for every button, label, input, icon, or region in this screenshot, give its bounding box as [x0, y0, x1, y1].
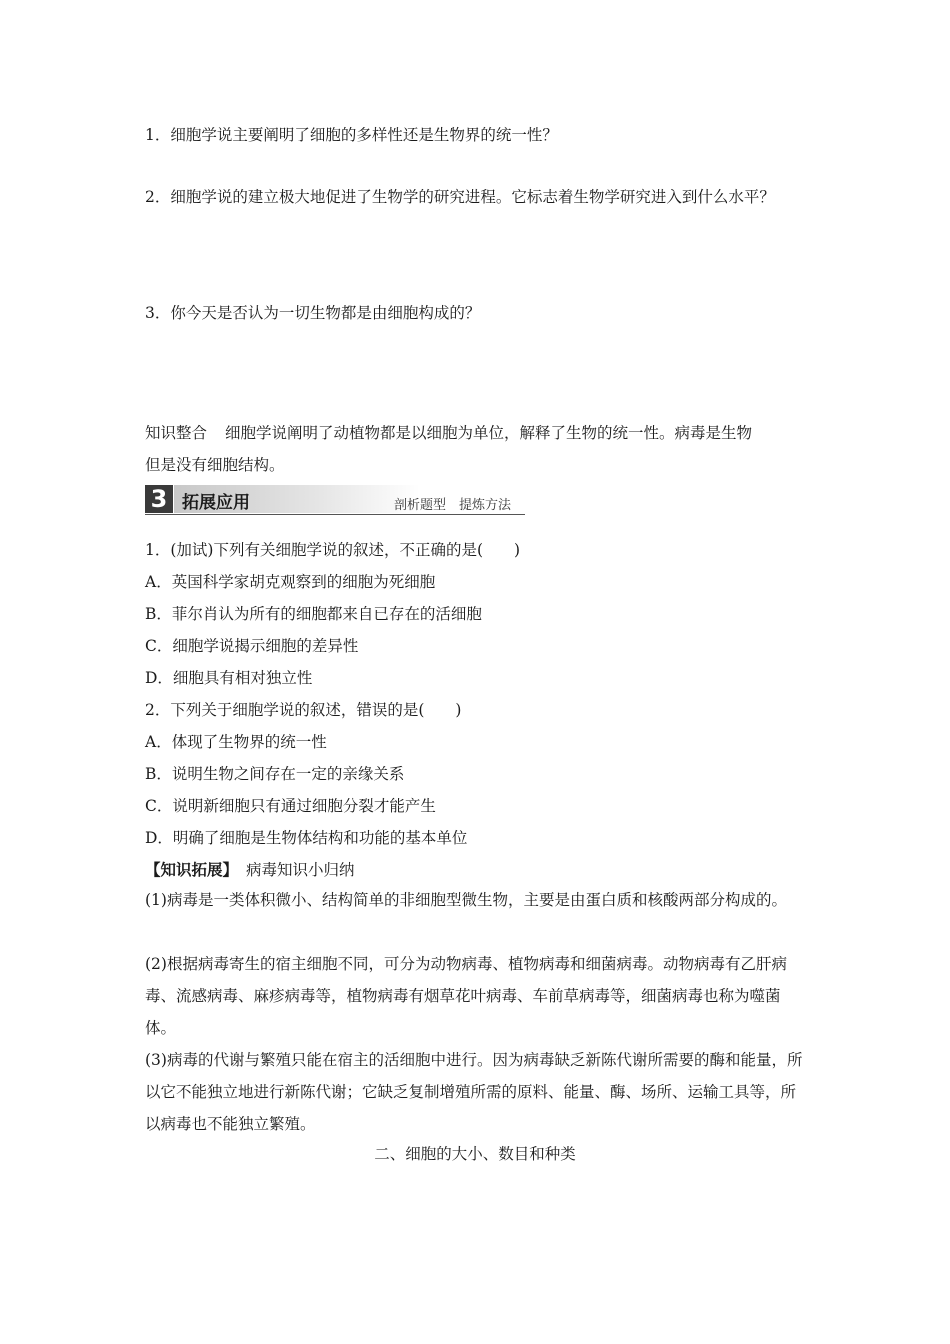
section-banner-extension	[145, 485, 525, 515]
knowledge-integration-line-2: 但是没有细胞结构。	[145, 456, 285, 474]
question-1-option-c: C．细胞学说揭示细胞的差异性	[145, 637, 359, 655]
question-1-option-d: D．细胞具有相对独立性	[145, 669, 313, 687]
question-2-option-b: B．说明生物之间存在一定的亲缘关系	[145, 765, 405, 783]
section-title-box	[174, 485, 420, 513]
section-divider	[145, 514, 525, 515]
question-2-option-a: A．体现了生物界的统一性	[145, 733, 327, 751]
question-2-option-d: D．明确了细胞是生物体结构和功能的基本单位	[145, 829, 468, 847]
section-title: 拓展应用	[182, 493, 250, 513]
thinking-question-3: 3．你今天是否认为一切生物都是由细胞构成的？	[145, 304, 481, 322]
thinking-question-1: 1．细胞学说主要阐明了细胞的多样性还是生物界的统一性？	[145, 126, 558, 144]
thinking-question-2: 2．细胞学说的建立极大地促进了生物学的研究进程。它标志着生物学研究进入到什么水平？	[145, 188, 775, 206]
question-1-option-a: A．英国科学家胡克观察到的细胞为死细胞	[145, 573, 436, 591]
question-1-option-b: B．菲尔肖认为所有的细胞都来自已存在的活细胞	[145, 605, 482, 623]
question-2-option-c: C．说明新细胞只有通过细胞分裂才能产生	[145, 797, 436, 815]
section-subtitle: 剖析题型 提炼方法	[394, 498, 512, 513]
next-section-heading: 二、细胞的大小、数目和种类	[374, 1145, 576, 1163]
section-number-badge: 3	[145, 485, 173, 513]
extension-paragraph-1: (1)病毒是一类体积微小、结构简单的非细胞型微生物，主要是由蛋白质和核酸两部分构成的。	[145, 891, 787, 909]
question-2-stem: 2．下列关于细胞学说的叙述，错误的是( )	[145, 701, 462, 719]
extension-title: 病毒知识小归纳	[246, 861, 355, 879]
knowledge-integration	[145, 423, 752, 443]
extension-paragraph-2: (2)根据病毒寄生的宿主细胞不同，可分为动物病毒、植物病毒和细菌病毒。动物病毒有乙肝病毒、流感病毒、麻疹病毒等，植物病毒有烟草花叶病毒、车前草病毒等，细菌病毒也称为噬菌体。	[145, 955, 787, 1037]
question-1-stem: 1．(加试)下列有关细胞学说的叙述，不正确的是( )	[145, 541, 521, 559]
extension-paragraph-3: (3)病毒的代谢与繁殖只能在宿主的活细胞中进行。因为病毒缺乏新陈代谢所需要的酶和能量，所以它不能独立地进行新陈代谢；它缺乏复制增殖所需的原料、能量、酶、场所、运输工具等，所以病毒也不能独立繁殖。	[145, 1051, 803, 1133]
integration-label: 知识整合	[145, 424, 208, 442]
extension-tag: 【知识拓展】	[145, 861, 239, 879]
knowledge-extension-heading	[145, 860, 355, 880]
integration-text-1: 细胞学说阐明了动植物都是以细胞为单位，解释了生物的统一性。病毒是生物	[225, 424, 753, 442]
